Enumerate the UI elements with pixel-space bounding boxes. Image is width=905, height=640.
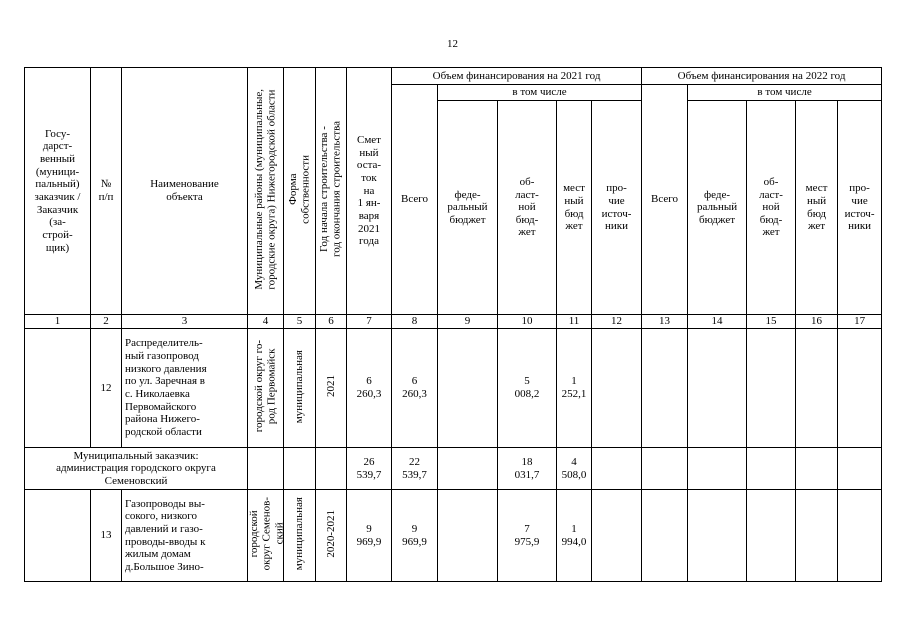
header-ownership-cell [284, 68, 316, 315]
row13-num: 13 [91, 490, 122, 582]
row13-total-2022 [642, 490, 688, 582]
row13-local-2022 [796, 490, 838, 582]
subtotal-years [316, 448, 347, 490]
header-federal-2021: феде- ральный бюджет [438, 101, 498, 315]
row12-federal-2021 [438, 329, 498, 448]
col-num-13: 13 [642, 315, 688, 329]
row12-district-cell [248, 329, 284, 448]
col-num-7: 7 [347, 315, 392, 329]
header-num: № п/п [91, 68, 122, 315]
header-districts: Муниципальные районы (муниципальные, городские округа) Нижегородской области [252, 88, 278, 290]
page-number: 12 [447, 38, 458, 50]
col-num-3: 3 [122, 315, 248, 329]
subtotal-federal-2022 [688, 448, 747, 490]
row12-ownership-cell [284, 329, 316, 448]
row13-customer [25, 490, 91, 582]
header-funding-2022: Объем финансирования на 2022 год [642, 68, 882, 85]
subtotal-regional-2021: 18 031,7 [498, 448, 557, 490]
row12-other-2021 [592, 329, 642, 448]
header-years: Год начала строительства - год окончания строительства [318, 121, 343, 258]
row12-total-2022 [642, 329, 688, 448]
row13-total-2021: 9 969,9 [392, 490, 438, 582]
row13-ownership: муниципальная [293, 497, 306, 571]
row12-regional-2021: 5 008,2 [498, 329, 557, 448]
row13-other-2021 [592, 490, 642, 582]
row12-total-2021: 6 260,3 [392, 329, 438, 448]
row12-customer [25, 329, 91, 448]
subtotal-ownership [284, 448, 316, 490]
row12-years-cell [316, 329, 347, 448]
header-total-2021: Всего [392, 85, 438, 315]
row12-regional-2022 [747, 329, 796, 448]
subtotal-local-2021: 4 508,0 [557, 448, 592, 490]
col-num-15: 15 [747, 315, 796, 329]
table-row-12 [25, 329, 882, 448]
col-num-5: 5 [284, 315, 316, 329]
header-local-2021: мест ный бюд жет [557, 101, 592, 315]
header-other-2021: про- чие источ- ники [592, 101, 642, 315]
row13-balance: 9 969,9 [347, 490, 392, 582]
row13-federal-2022 [688, 490, 747, 582]
header-federal-2022: феде- ральный бюджет [688, 101, 747, 315]
col-num-9: 9 [438, 315, 498, 329]
subtotal-total-2022 [642, 448, 688, 490]
subtotal-district [248, 448, 284, 490]
row13-regional-2021: 7 975,9 [498, 490, 557, 582]
subtotal-label: Муниципальный заказчик: администрация городского округа Семеновский [25, 448, 248, 490]
row13-local-2021: 1 994,0 [557, 490, 592, 582]
row12-district: городской округ го- род Первомайск [252, 340, 278, 433]
row13-years: 2020-2021 [324, 509, 337, 558]
header-districts-cell [248, 68, 284, 315]
col-num-2: 2 [91, 315, 122, 329]
col-num-10: 10 [498, 315, 557, 329]
col-num-1: 1 [25, 315, 91, 329]
subtotal-total-2021: 22 539,7 [392, 448, 438, 490]
funding-table [24, 67, 882, 582]
header-funding-2021: Объем финансирования на 2021 год [392, 68, 642, 85]
row13-district: городской округ Семенов- ский [248, 496, 286, 571]
header-ownership: Форма собственности [286, 154, 312, 224]
subtotal-row [25, 448, 882, 490]
col-num-14: 14 [688, 315, 747, 329]
header-total-2022: Всего [642, 85, 688, 315]
header-including-2022: в том числе [688, 85, 882, 101]
header-local-2022: мест ный бюд жет [796, 101, 838, 315]
subtotal-local-2022 [796, 448, 838, 490]
row13-years-cell [316, 490, 347, 582]
header-other-2022: про- чие источ- ники [838, 101, 882, 315]
header-years-cell [316, 68, 347, 315]
row12-other-2022 [838, 329, 882, 448]
row13-federal-2021 [438, 490, 498, 582]
row13-ownership-cell [284, 490, 316, 582]
subtotal-balance: 26 539,7 [347, 448, 392, 490]
col-num-8: 8 [392, 315, 438, 329]
row12-years: 2021 [324, 375, 337, 398]
header-object-name: Наименование объекта [122, 68, 248, 315]
subtotal-other-2021 [592, 448, 642, 490]
subtotal-regional-2022 [747, 448, 796, 490]
row13-object-name: Газопроводы вы- сокого, низкого давлений и газо- проводы-вводы к жилым домам д.Большое Зино- [122, 490, 248, 582]
subtotal-other-2022 [838, 448, 882, 490]
col-num-16: 16 [796, 315, 838, 329]
row12-federal-2022 [688, 329, 747, 448]
col-num-6: 6 [316, 315, 347, 329]
header-regional-2021: об- ласт- ной бюд- жет [498, 101, 557, 315]
column-numbers-row [25, 315, 882, 329]
row12-num: 12 [91, 329, 122, 448]
col-num-17: 17 [838, 315, 882, 329]
table-row-13 [25, 490, 882, 582]
row13-regional-2022 [747, 490, 796, 582]
col-num-11: 11 [557, 315, 592, 329]
header-including-2021: в том числе [438, 85, 642, 101]
header-customer: Госу- дарст- венный (муници- пальный) заказчик / Заказчик (за- строй- щик) [25, 68, 91, 315]
row12-local-2022 [796, 329, 838, 448]
col-num-12: 12 [592, 315, 642, 329]
subtotal-federal-2021 [438, 448, 498, 490]
row13-other-2022 [838, 490, 882, 582]
row12-ownership: муниципальная [293, 349, 306, 423]
row13-district-cell [248, 490, 284, 582]
row12-local-2021: 1 252,1 [557, 329, 592, 448]
header-regional-2022: об- ласт- ной бюд- жет [747, 101, 796, 315]
col-num-4: 4 [248, 315, 284, 329]
row12-balance: 6 260,3 [347, 329, 392, 448]
header-balance: Смет ный оста- ток на 1 ян- варя 2021 года [347, 68, 392, 315]
row12-object-name: Распределитель- ный газопровод низкого давления по ул. Заречная в с. Николаевка Первомайского района Нижего- родской области [122, 329, 248, 448]
